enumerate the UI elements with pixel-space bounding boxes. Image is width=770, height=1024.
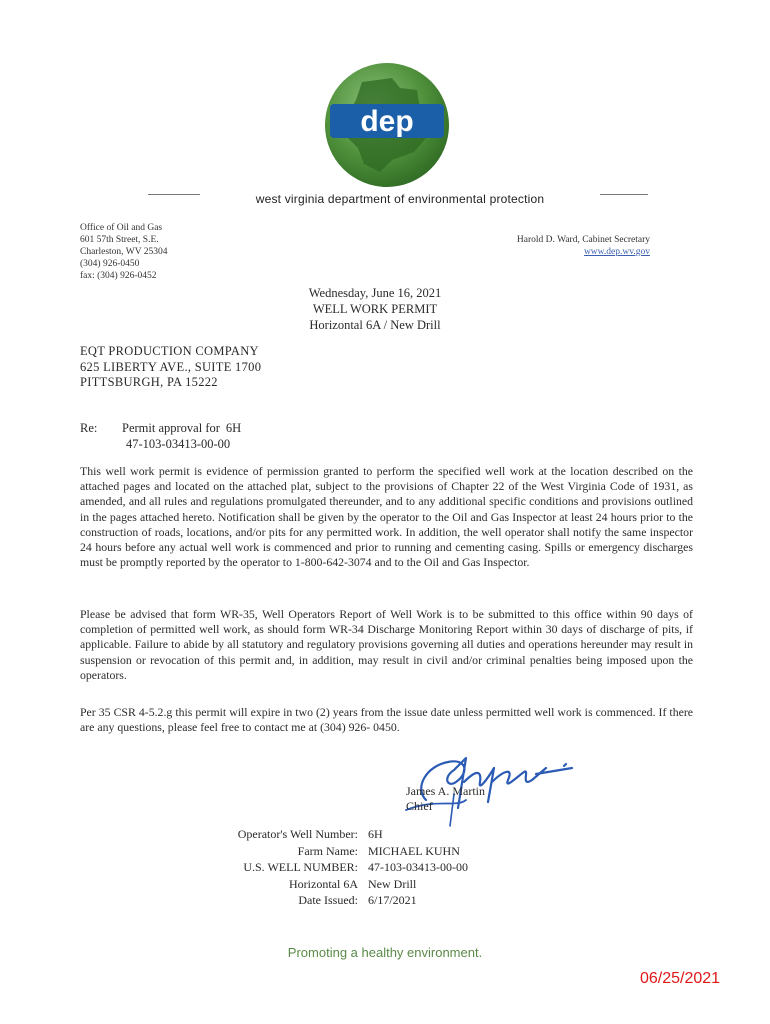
detail-row <box>200 859 468 876</box>
office-name: Office of Oil and Gas <box>80 223 163 233</box>
cabinet-secretary: Harold D. Ward, Cabinet Secretary <box>516 235 650 245</box>
footer-slogan: Promoting a healthy environment. <box>287 945 483 960</box>
signer-block <box>406 784 485 814</box>
permit-title: WELL WORK PERMIT <box>312 302 438 316</box>
stamp-date: 06/25/2021 <box>640 970 721 987</box>
secretary-block <box>460 234 650 258</box>
detail-row <box>200 843 468 860</box>
detail-label: Farm Name: <box>297 843 358 858</box>
website-link[interactable]: www.dep.wv.gov <box>583 247 650 257</box>
office-phone: (304) 926-0450 <box>80 259 140 269</box>
signer-name: James A. Martin <box>406 784 485 798</box>
addressee-street: 625 LIBERTY AVE., SUITE 1700 <box>80 359 262 374</box>
detail-label: Operator's Well Number: <box>237 827 358 841</box>
detail-row <box>200 826 468 843</box>
detail-value: New Drill <box>368 876 417 891</box>
permit-type: Horizontal 6A / New Drill <box>309 318 441 332</box>
addressee-block <box>80 344 261 391</box>
signer-title: Chief <box>406 799 433 813</box>
logo-text: dep <box>360 105 414 138</box>
re-label: Re: <box>80 421 98 435</box>
addressee-city: PITTSBURGH, PA 15222 <box>80 375 218 389</box>
body-paragraph-3: Per 35 CSR 4-5.2.g this permit will expire in two (2) years from the issue date unless permitted well work is commenced. If there are any questions, please feel free to contact me at (304) 926- 0450. <box>80 705 693 735</box>
well-details <box>200 826 468 909</box>
detail-value: 47-103-03413-00-00 <box>368 860 468 874</box>
body-paragraph-1: This well work permit is evidence of permission granted to perform the specified well work at the location described on the attached pages and located on the attached plat, subject to the provisions of Chapter 22 of the West Virginia Code of 1931, as amended, and all rules and regulations promulgated thereunder, and to any additional specific conditions and provisions outlined in the pages attached hereto. Notification shall be given by the operator to the Oil and Gas Inspector at least 24 hours prior to the construction of roads, locations, and/or pits for any permitted work. In addition, the well operator shall notify the same inspector 24 hours before any actual well work is commenced and prior to running and cementing casing. Spills or emergency discharges must be promptly reported by the operator to 1-800-642-3074 and to the Oil and Gas Inspector. <box>80 464 693 570</box>
re-api-number: 47-103-03413-00-00 <box>126 437 231 451</box>
dep-logo <box>322 60 452 190</box>
letter-date: Wednesday, June 16, 2021 <box>308 286 442 300</box>
detail-row <box>200 876 468 893</box>
signature-image <box>396 738 596 828</box>
re-subject-text: Permit approval for <box>122 421 220 435</box>
permit-header <box>290 285 460 333</box>
detail-row <box>200 892 468 909</box>
re-well-number: 6H <box>225 421 242 435</box>
detail-value: 6/17/2021 <box>368 893 417 907</box>
detail-value: MICHAEL KUHN <box>368 843 460 858</box>
office-address-block <box>80 222 168 282</box>
office-city: Charleston, WV 25304 <box>80 247 168 257</box>
agency-name: west virginia department of environmental protection <box>200 192 600 206</box>
office-fax: fax: (304) 926-0452 <box>80 271 157 281</box>
detail-label: U.S. WELL NUMBER: <box>243 860 358 874</box>
office-street: 601 57th Street, S.E. <box>80 235 159 245</box>
re-subject <box>122 421 241 436</box>
addressee-company: EQT PRODUCTION COMPANY <box>80 344 259 358</box>
detail-label: Horizontal 6A <box>289 876 358 891</box>
body-paragraph-2: Please be advised that form WR-35, Well Operators Report of Well Work is to be submitted to this office within 90 days of completion of permitted well work, as should form WR-34 Discharge Monitoring Report within 30 days of discharge of pits, if applicable. Failure to abide by all statutory and regulatory provisions governing all duties and operations hereunder may result in suspension or revocation of this permit and, in addition, may result in civil and/or criminal penalties being imposed upon the operators. <box>80 607 693 682</box>
detail-value: 6H <box>368 827 383 841</box>
detail-label: Date Issued: <box>298 893 358 907</box>
